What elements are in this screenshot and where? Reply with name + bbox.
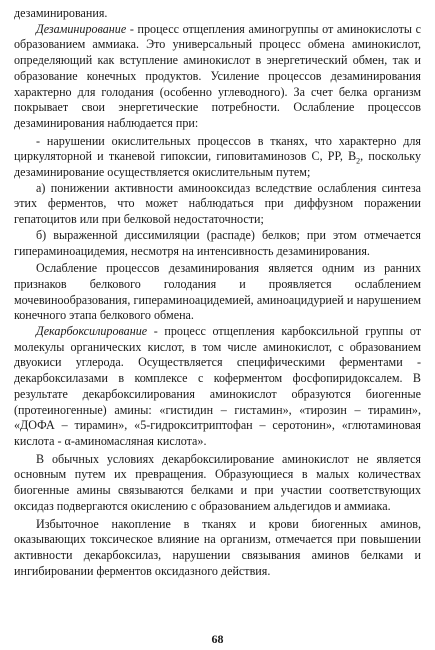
list-item-oxidative-text: - нарушении окислительных процессов в тканях, что характерно для циркуляторной и тканевой гипоксии, гиповитаминозов С, PP, В [14,133,421,164]
deamination-text: - процесс отщепления аминогруппы от аминокислоты с образованием аммиака. Это универсальный процесс обмена аминокислот, определяющий как вступление аминокислот в энергетический обмен, так и образование конечных продуктов. Усиление процессов дезаминирования характерно для голодания (особенно углеводного). За счет белка организм покрывает свои энергетические потребности. Ослабление процессов дезаминирования наблюдается при: [14,21,421,130]
top-fragment: дезаминирования. [14,6,108,20]
term-deamination: Дезаминирование [36,21,127,36]
paragraph-decarboxylation [14,324,421,450]
page-number: 68 [211,632,224,646]
vitamin-subscript: 2 [356,156,361,166]
list-item-oxidative-tail: , поскольку дезаминирование осуществляется окислительным путем; [14,149,421,180]
page-text [14,6,421,579]
decarboxylation-text: - процесс отщепления карбоксильной группы от молекулы органических кислот, в том числе аминокислот, с образованием двуокиси углерода. Осуществляется специфическими ферментами - декарбоксилазами в комплексе с коферментом фосфопиридоксалем. В результате декарбоксилирования аминокислот образуются биогенные (протеиногенные) амины: «гистидин – гистамин», «тирозин – тирамин», «ДОФА – тирамин», «5-гидрокситриптофан – серотонин», «глютаминовая кислота - α-аминомасляная кислота». [14,324,421,448]
term-decarboxylation: Декарбоксилирование [36,324,148,339]
paragraph-deamination [14,22,421,132]
paragraph-usual-conditions: В обычных условиях декарбоксилирование аминокислот не является основным путем их превращения. Образующиеся в малых количествах биогенные амины связываются белками и при участии соответствующих оксидаз подвергаются окислению с образованием альдегидов и аммиака. [14,451,421,513]
list-item-b: б) выраженной диссимиляции (распаде) белков; при этом отмечается гипераминоацидемия, несмотря на интенсивность дезаминирования. [14,227,421,258]
list-item-a: а) понижении активности аминооксидаз вследствие ослабления синтеза этих ферментов, что может наблюдаться при диффузном поражении гепатоцитов или при белковой недостаточности; [14,180,421,227]
paragraph-weakening: Ослабление процессов дезаминирования является одним из ранних признаков белкового голодания и проявляется ослаблением мочевинообразования, гипераминоацидемией, аминоацидурией и нарушением конечного этапа белкового обмена. [14,261,421,323]
paragraph-excess-amines: Избыточное накопление в тканях и крови биогенных аминов, оказывающих токсическое влияние на организм, отмечается при повышении активности декарбоксилаз, нарушении связывания аминов белками и ингибировании ферментов оксидазного действия. [14,516,421,578]
list-item-oxidative [14,134,421,181]
